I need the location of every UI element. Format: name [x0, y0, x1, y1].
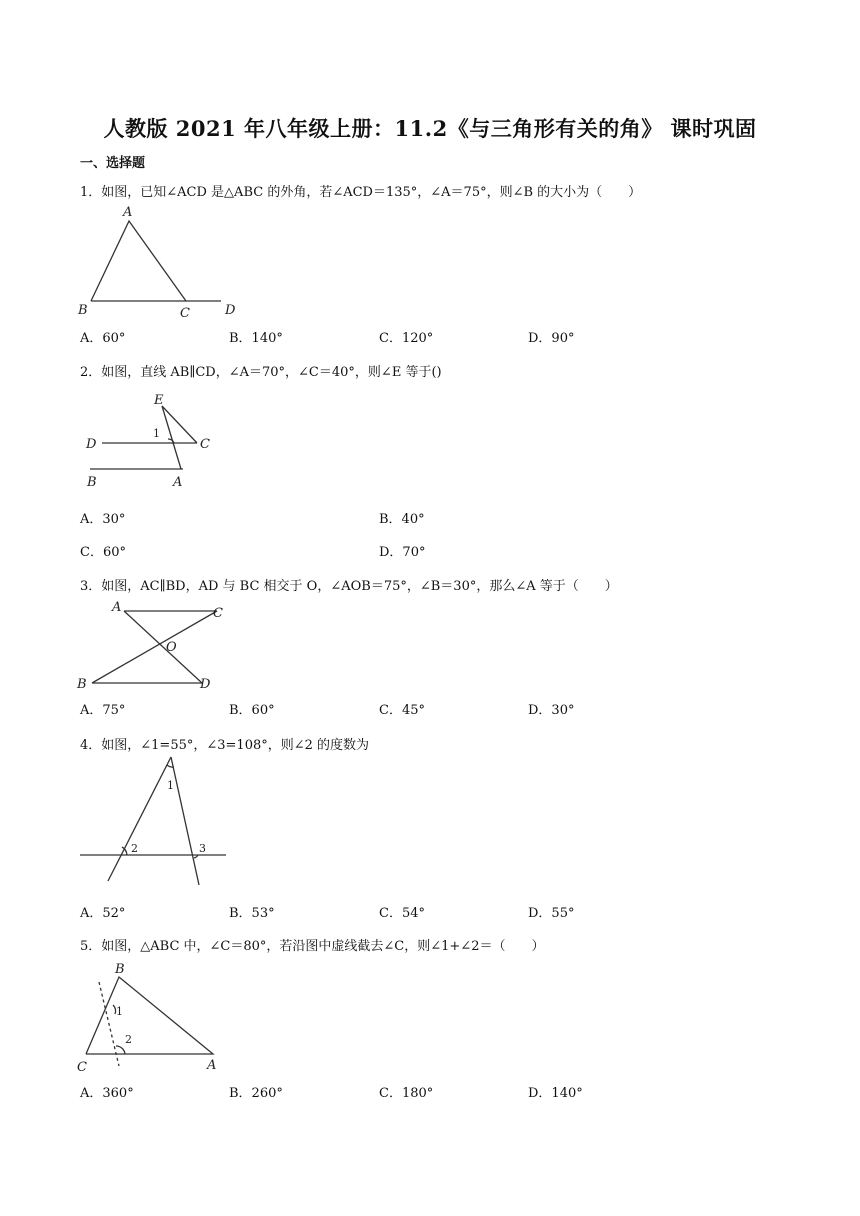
label-c: C [200, 437, 210, 452]
label-angle-3: 3 [199, 842, 206, 855]
q3-option-c[interactable]: C．45° [379, 703, 425, 718]
q5-option-c[interactable]: C．180° [379, 1086, 434, 1101]
q5-option-a[interactable]: A．360° [80, 1086, 134, 1101]
q1-option-a[interactable]: A．60° [80, 331, 126, 346]
triangle-abc [91, 221, 186, 301]
q5-option-d[interactable]: D．140° [528, 1086, 583, 1101]
label-angle-1: 1 [116, 1005, 123, 1018]
question-2-figure [84, 390, 229, 492]
q4-option-d[interactable]: D．55° [528, 906, 575, 921]
q4-option-c[interactable]: C．54° [379, 906, 425, 921]
q3-option-a[interactable]: A．75° [80, 703, 126, 718]
triangle-bca [86, 977, 213, 1054]
label-o: O [166, 640, 177, 655]
label-angle-2: 2 [131, 842, 138, 855]
q1-option-c[interactable]: C．120° [379, 331, 434, 346]
question-1-figure [78, 202, 248, 320]
label-a: A [207, 1058, 217, 1073]
angle-2-arc [116, 1046, 125, 1054]
question-3-figure [76, 598, 226, 694]
label-b: B [78, 303, 88, 318]
question-5-stem: 5．如图，△ABC 中，∠C＝80°，若沿图中虚线截去∠C，则∠1+∠2＝（ ） [80, 939, 545, 954]
label-d: D [200, 677, 211, 692]
left-transversal [108, 757, 171, 881]
label-a: A [112, 600, 122, 615]
label-angle-1: 1 [153, 427, 160, 440]
label-b: B [87, 475, 97, 490]
q3-option-b[interactable]: B．60° [229, 703, 275, 718]
label-b: B [77, 677, 87, 692]
page-title: 人教版 2021 年八年级上册：11.2《与三角形有关的角》 课时巩固 [103, 116, 757, 141]
question-4-stem: 4．如图，∠1=55°，∠3=108°，则∠2 的度数为 [80, 738, 370, 753]
label-c: C [180, 306, 190, 321]
question-4-figure [78, 755, 228, 890]
question-2-stem: 2．如图，直线 AB∥CD，∠A＝70°，∠C＝40°，则∠E 等于() [80, 365, 442, 380]
label-d: D [86, 437, 97, 452]
question-5-figure [75, 958, 225, 1074]
q2-option-d[interactable]: D．70° [379, 545, 426, 560]
label-angle-2: 2 [125, 1033, 132, 1046]
label-b: B [115, 962, 125, 977]
q5-option-b[interactable]: B．260° [229, 1086, 283, 1101]
right-transversal [171, 757, 199, 885]
q2-option-b[interactable]: B．40° [379, 512, 425, 527]
label-e: E [154, 393, 164, 408]
question-1-stem: 1．如图，已知∠ACD 是△ABC 的外角，若∠ACD＝135°，∠A＝75°，则∠B 的大小为（ ） [80, 185, 642, 200]
segment-bc [92, 611, 217, 683]
question-3-stem: 3．如图，AC∥BD，AD 与 BC 相交于 O，∠AOB＝75°，∠B＝30°，那么∠A 等于（ ） [80, 579, 618, 594]
section-heading: 一、选择题 [80, 156, 146, 171]
q4-option-b[interactable]: B．53° [229, 906, 275, 921]
q2-option-c[interactable]: C．60° [80, 545, 126, 560]
q3-option-d[interactable]: D．30° [528, 703, 575, 718]
label-a: A [173, 475, 183, 490]
label-d: D [225, 303, 236, 318]
q1-option-d[interactable]: D．90° [528, 331, 575, 346]
label-c: C [213, 606, 223, 621]
q2-option-a[interactable]: A．30° [80, 512, 126, 527]
q4-option-a[interactable]: A．52° [80, 906, 126, 921]
label-c: C [77, 1060, 87, 1075]
label-angle-1: 1 [167, 779, 174, 792]
segment-ad [124, 611, 202, 683]
q1-option-b[interactable]: B．140° [229, 331, 283, 346]
label-a: A [123, 205, 133, 220]
